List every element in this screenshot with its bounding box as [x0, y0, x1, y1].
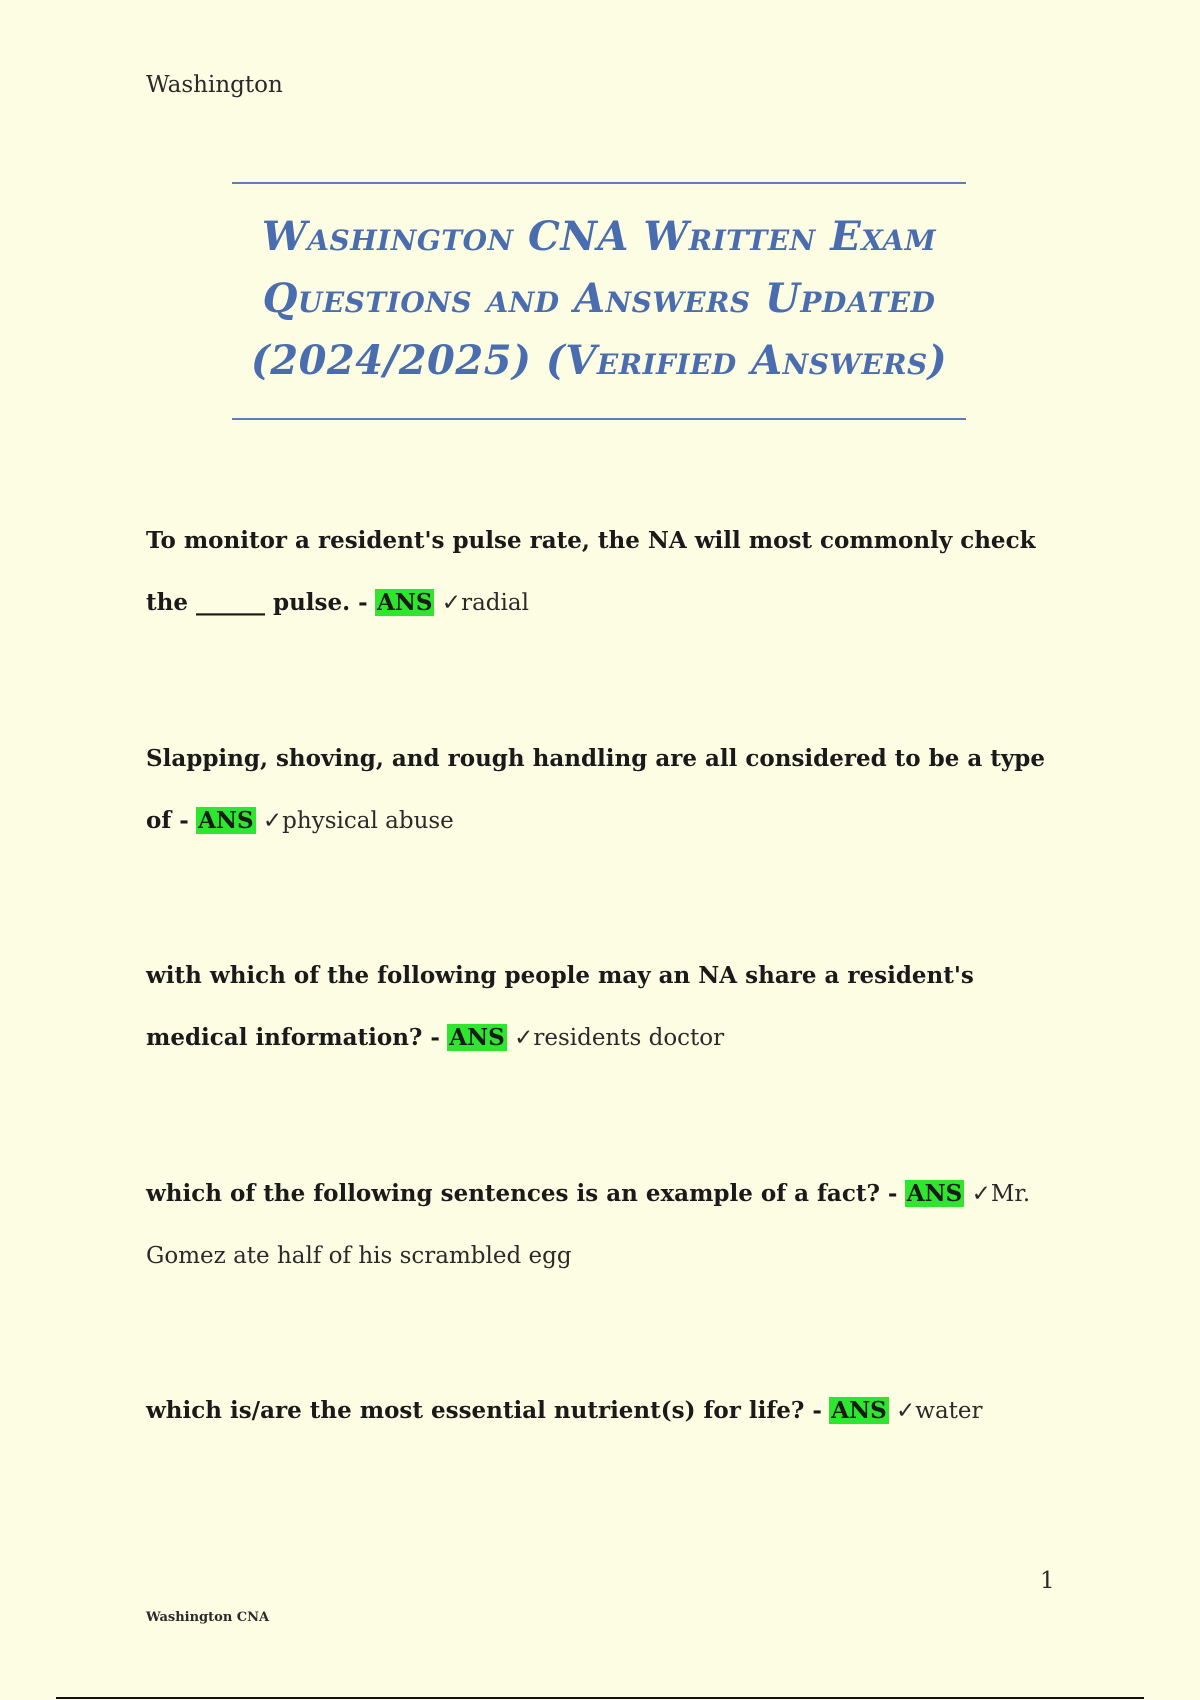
answer-text: ✓residents doctor: [514, 1025, 725, 1051]
answer-text: ✓water: [896, 1398, 983, 1424]
page-number: 1: [1040, 1568, 1055, 1594]
document-title: [232, 182, 966, 420]
qa-item-1: [146, 510, 1056, 634]
ans-label: ANS: [831, 1397, 887, 1424]
question-text: with which of the following people may an NA share a resident's medical information? -: [146, 962, 974, 1051]
answer-text: ✓radial: [441, 590, 529, 616]
title-line-2: Questions and Answers Updated: [262, 275, 936, 322]
question-text: Slapping, shoving, and rough handling are all considered to be a type of -: [146, 745, 1045, 834]
footer-divider: [56, 1697, 1144, 1699]
answer-text: ✓Mr. Gomez ate half of his scrambled egg: [146, 1181, 1031, 1269]
title-line-3: (2024/2025) (Verified Answers): [250, 337, 948, 384]
header-text: Washington: [146, 72, 283, 98]
qa-item-5: [146, 1380, 1056, 1442]
title-line-1: Washington CNA Written Exam: [261, 213, 937, 260]
footer-text: Washington CNA: [146, 1610, 270, 1625]
answer-text: ✓physical abuse: [262, 808, 454, 834]
question-text: To monitor a resident's pulse rate, the NA will most commonly check the ______ pulse. -: [146, 527, 1036, 616]
qa-item-2: [146, 728, 1056, 852]
ans-label: ANS: [449, 1024, 505, 1051]
ans-label: ANS: [377, 589, 433, 616]
ans-label: ANS: [198, 807, 254, 834]
qa-item-3: [146, 945, 1056, 1069]
ans-label: ANS: [906, 1180, 963, 1207]
question-text: which is/are the most essential nutrient(s) for life? -: [146, 1397, 822, 1424]
qa-item-4: [146, 1163, 1056, 1287]
question-text: which of the following sentences is an example of a fact? -: [146, 1180, 898, 1207]
